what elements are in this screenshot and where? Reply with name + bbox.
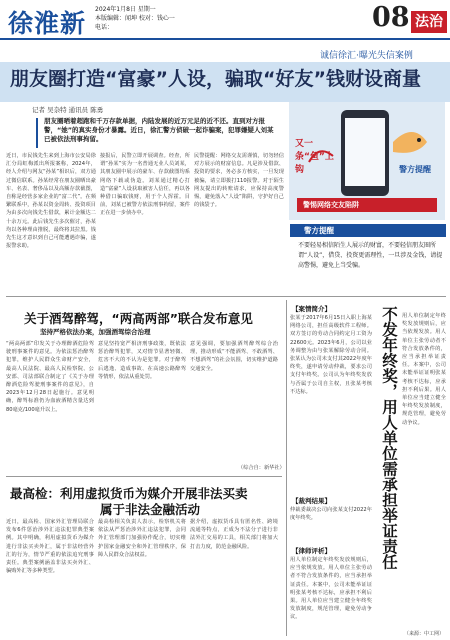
article3-title-line2: 属于非法金融活动 [100, 502, 201, 517]
case-tag: 【案情简介】 [292, 305, 331, 313]
article4-source: （来源：中工网） [404, 631, 445, 637]
article2-source: （综合自：新华社） [238, 465, 285, 471]
article3-body-col3: 据介绍，虚拟货币具有匿名性、跨境流通等特点，正成为不法分子进行非法外汇交易的工具，相关部门将加大打击力度，防范金融风险。 [190, 519, 278, 550]
lead-accent-bar [36, 118, 38, 148]
issue-date: 2024年1月8日 星期一 [95, 6, 156, 13]
article3-body-col1: 近日，最高检、国家外汇管理局联合发布6件惩治涉外汇违法犯罪典型案例。其中明确，利用虚拟货币为媒介进行非法买卖外汇，属于非法经营外汇的行为，情节严重的依法追究刑事责任。典型案例涵盖非法买卖外汇、骗购外汇等多种类型。 [6, 519, 94, 575]
lead-body-col2: 接报后，民警立即开展调查。经查，所谓“孙某”实为一名普通无业人员刘某，其朋友圈中展示的豪车、存款截图均系网络下载或伪造。刘某通过精心打造“富豪”人设获取被害人信任，再以各种借口骗取钱财，用于个人挥霍。目前，刘某已被警方依法刑事拘留，案件正在进一步侦办中。 [100, 153, 190, 217]
fraud-illustration [289, 102, 445, 220]
illustration-label-1: 又一条“鱼”上钩 [295, 139, 334, 175]
illustration-label-2: 警方提醒 [399, 165, 431, 174]
article4-title: 不发年终奖，用人单位需承担举证责任 [380, 306, 398, 570]
alert-header [290, 224, 446, 237]
article2-subtitle: 坚持严格依法办案，加强酒驾综合治理 [40, 328, 151, 336]
article2-title: 关于酒驾醉驾，“两高两部”联合发布意见 [24, 311, 253, 326]
section-divider [6, 296, 446, 297]
case-body: 张某于2017年6月15日入职上海某网络公司，担任高级软件工程师。双方签订的劳动合同约定月工资为22600元。2023年6月，公司以业务调整为由与张某解除劳动合同。张某认为公司未支付其2022年度年终奖，遂申请劳动仲裁，要求公司支付年终奖。公司认为年终奖发放与否属于公司自主权，且张某考核不达标。 [290, 315, 372, 395]
issue-phone: 电话： [95, 24, 114, 31]
lead-byline: 记者 吴杂特 通讯员 陈勇 [32, 106, 104, 114]
masthead [0, 0, 450, 46]
lead-headline: 朋友圈打造“富豪”人设，骗取“好友”钱财设商量 [10, 68, 421, 90]
article2-body-col2: 意见坚持宽严相济刑事政策，既依法惩治醉驾犯罪，又对情节显著轻微、危害不大的不认为是犯罪。对于醉驾后逃逸、造成事故、在高速公路醉驾等情形，依法从重处罚。 [98, 341, 186, 380]
section-kicker: 诚信徐汇·曝光失信案例 [320, 51, 413, 61]
issue-info [95, 5, 175, 32]
issue-editors: 本版编辑：闻坤 校对：钱心一 [95, 15, 175, 22]
ruling-tag: 【裁判结果】 [292, 497, 331, 505]
masthead-rule [0, 38, 450, 40]
illustration-caption: 警惕网络交友陷阱 [303, 201, 359, 209]
alert-title: 警方提醒 [304, 226, 334, 235]
article2-body-col3: 意见强调，要加强酒驾醉驾综合治理，推动形成“不能酒驾、不敢酒驾、不想酒驾”的社会氛围，切实维护道路交通安全。 [190, 341, 278, 372]
article3-body-col2: 最高检相关负责人表示，检察机关将依法从严惩治涉外汇违法犯罪，会同外汇管理部门加强协作配合，切实维护国家金融安全和外汇管理秩序，保障人民群众合法权益。 [98, 519, 186, 558]
lawyer-tag: 【律师评析】 [292, 547, 331, 555]
article3-title-line1: 最高检：利用虚拟货币为媒介开展非法买卖 [10, 486, 248, 501]
lead-body-col3: 民警提醒：网络交友需谨慎，切勿轻信对方展示的财富信息。凡是涉及借款、投资的要求，务必多方核实，一旦发现被骗，请立即拨打110报警。对于陌生网友提出的转账请求，应保持高度警惕，避免落入“人设”陷阱，守护好自己的钱袋子。 [194, 153, 284, 209]
ruling-body: 仲裁委裁决公司向张某支付2022年度年终奖。 [290, 507, 372, 522]
article-divider [6, 476, 282, 477]
article4-continued: 用人单位制定年终奖发放规则后，应当依规发放。用人单位主张劳动者不符合发放条件的，应当承担举证责任。本案中，公司未能举证证明张某考核不达标，应承担不利后果。用人单位应当建立健全年终奖发放制度，规范管理，避免劳动争议。 [402, 313, 446, 426]
lead-summary: 朋友圈晒着超跑和千万存款单据，内陆发展的近万元足的近不还。直到对方报警，“她”的真实身份才暴露。近日，徐汇警方侦破一起诈骗案，犯罪嫌疑人刘某已被依法刑事拘留。 [44, 117, 274, 143]
page-number: 08 [372, 2, 410, 33]
lawyer-body: 用人单位制定年终奖发放规则后，应当依规发放。用人单位主张劳动者不符合发放条件的，应当承担举证责任。本案中，公司未能举证证明张某考核不达标，应承担不利后果。用人单位应当建立健全年终奖发放制度，规范管理，避免劳动争议。 [290, 557, 372, 621]
article2-body-col1: “两高两部”印发关于办理醉酒危险驾驶刑事案件的意见。为依法惩治醉驾犯罪，维护人民群众生命财产安全，最高人民法院、最高人民检察院、公安部、司法部联合制定了《关于办理醉酒危险驾驶刑事案件的意见》，自2023年12月28日起施行。意见明确，醉驾标准仍为血液酒精含量达到80毫克/100毫升以上。 [6, 341, 94, 413]
lead-body-col1: 近日，市民钱先生来到上海市公安局徐汇分局虹梅派出所报案称，2024年，经人介绍与网友“孙某”相识后，双方通过微信联系。孙某经常在朋友圈晒出豪车、名表、奢侈品以及高额存款截图，自称是经营多家企业的“富二代”。在频繁联系中，孙某以资金周转、投资项目为由多次向钱先生借款，累计金额达二十余万元。此后钱先生多次催讨，孙某均以各种理由推脱，最终将其拉黑。钱先生这才意识到自己可能遭遇诈骗，遂报警求助。 [6, 153, 96, 250]
newspaper-logo: 徐淮新 [8, 9, 87, 38]
alert-text: 不要轻易相信陌生人展示的财富，不要轻信朋友圈所谓“人设”，借贷、投资更需理性，一旦涉及金钱，请提高警惕，避免上当受骗。 [298, 242, 443, 269]
column-divider [286, 300, 287, 636]
section-tab: 法治 [411, 11, 447, 33]
